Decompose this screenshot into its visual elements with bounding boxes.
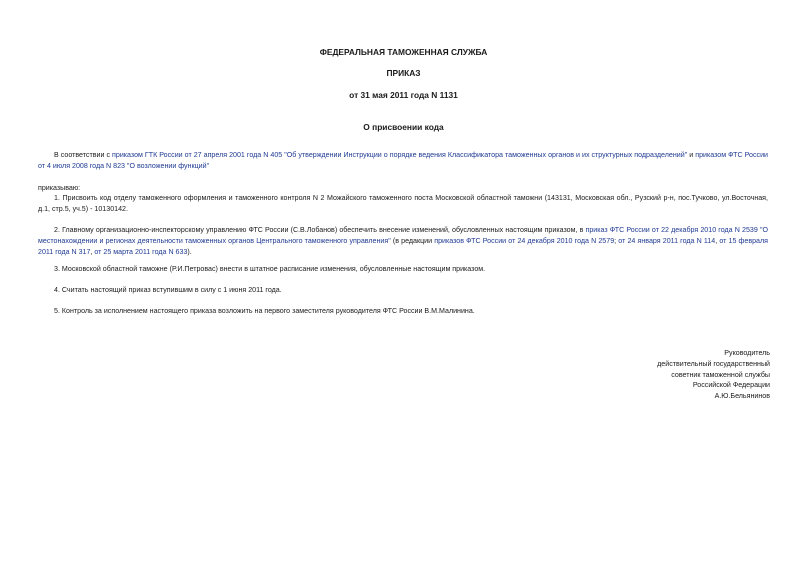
item-2-text-3: ; (614, 237, 619, 245)
item-1-paragraph: 1. Присвоить код отделу таможенного оформления и таможенного контроля N 2 Можайского таможенного поста Московской областной таможни (143131, Московская обл., Рузский р-н, пос.Тучково, ул.Восточная, д.1, стр.5, уч.5) - 10130142. (38, 194, 768, 213)
item-2-text-1: 2. Главному организационно-инспекторскому управлению ФТС России (С.В.Лобанов) обеспечить внесение изменений, обусловленных настоящим приказом, в (54, 226, 586, 234)
preamble-text-1: В соответствии с (54, 151, 113, 159)
item-2-text-2: (в редакции (390, 237, 435, 245)
link-fts-order-114[interactable]: от 24 января 2011 года N 114 (618, 237, 716, 245)
link-fts-order-2539[interactable]: приказ ФТС России от 22 декабря 2010 года N 2539 "О местонахождении и регионах деятельности таможенных органов Центрального таможенного управления" (38, 226, 768, 245)
doc-date-number: от 31 мая 2011 года N 1131 (349, 90, 458, 100)
doc-type-title: ПРИКАЗ (386, 68, 421, 78)
link-fts-order-2579[interactable]: приказов ФТС России от 24 декабря 2010 года N 2579 (434, 237, 615, 245)
signature-position: Руководитель (724, 349, 770, 357)
signature-name: А.Ю.Бельянинов (714, 392, 770, 400)
link-fts-order-633[interactable]: от 25 марта 2011 года N 633 (94, 248, 188, 256)
item-2-text-6: ). (187, 248, 192, 256)
doc-subject: О присвоении кода (363, 122, 444, 132)
signature-rank-2: советник таможенной службы (671, 371, 770, 379)
order-word: приказываю: (38, 184, 81, 192)
link-fts-order-823[interactable]: приказом ФТС России от 4 июля 2008 года N 823 "О возложении функций" (38, 151, 768, 170)
signature-country: Российской Федерации (692, 381, 770, 389)
agency-title: ФЕДЕРАЛЬНАЯ ТАМОЖЕННАЯ СЛУЖБА (319, 47, 488, 57)
preamble-paragraph (38, 150, 768, 172)
item-2-text-4: , (715, 237, 720, 245)
item-5-paragraph: 5. Контроль за исполнением настоящего приказа возложить на первого заместителя руководителя ФТС России В.М.Малинина. (54, 307, 475, 315)
item-4-paragraph: 4. Считать настоящий приказ вступившим в силу с 1 июня 2011 года. (54, 286, 282, 294)
preamble-text-2: и (687, 151, 696, 159)
link-fts-order-317[interactable]: от 15 февраля 2011 года N 317 (38, 237, 768, 256)
item-2-paragraph (38, 225, 768, 258)
item-2-text-5: , (90, 248, 95, 256)
link-gtk-order-405[interactable]: приказом ГТК России от 27 апреля 2001 года N 405 "Об утверждении Инструкции о порядке ведения Классификатора таможенных органов и их структурных подразделений" (112, 151, 688, 159)
item-3-paragraph: 3. Московской областной таможне (Р.И.Петровас) внести в штатное расписание изменения, обусловленные настоящим приказом. (54, 265, 486, 273)
signature-rank-1: действительный государственный (657, 360, 770, 368)
